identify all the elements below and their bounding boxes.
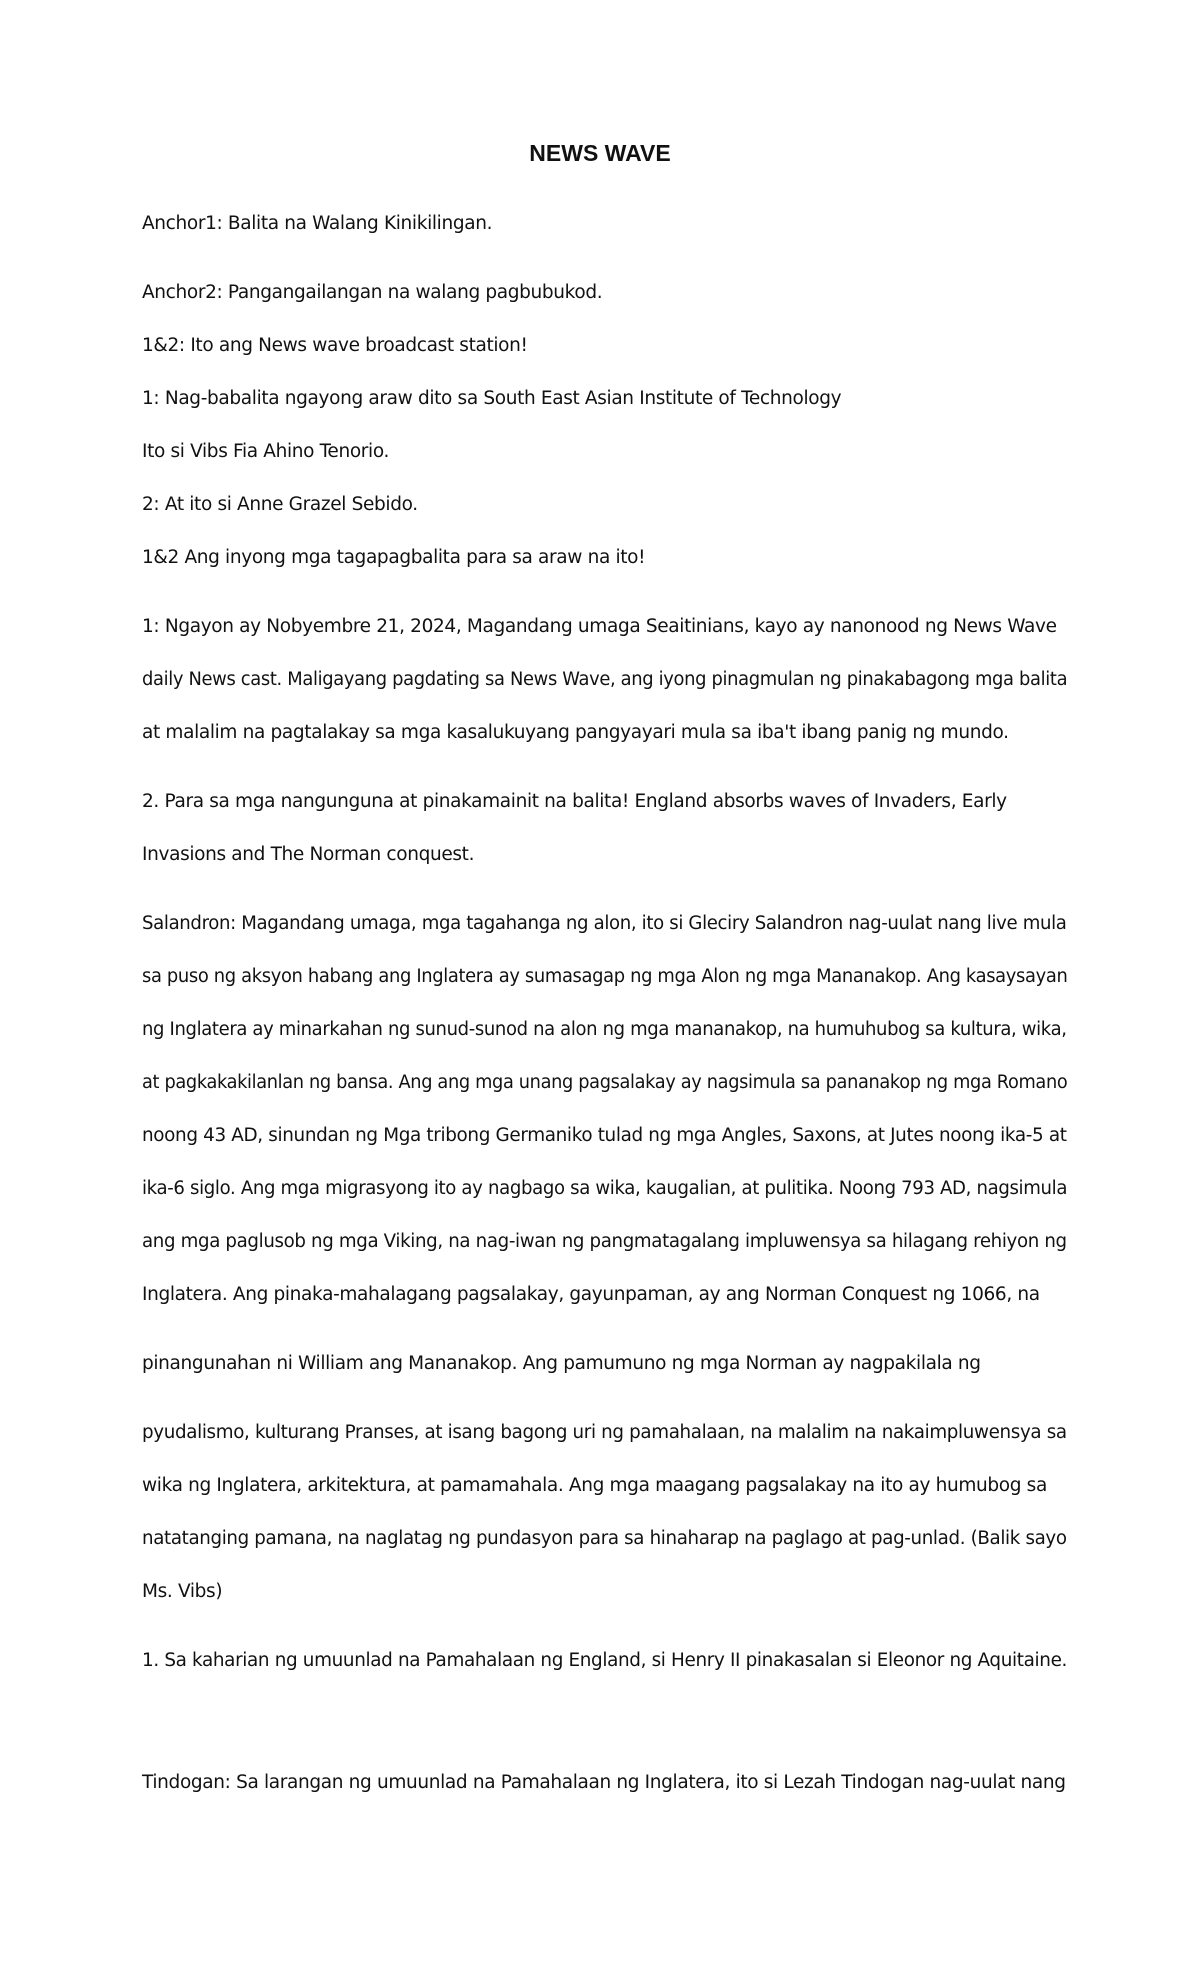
paragraph-line: ang mga paglusob ng mga Viking, na nag-iwan ng pangmatagalang impluwensya sa hilagang rehiyon ng: [142, 1231, 1067, 1252]
paragraph-line: pinangunahan ni William ang Mananakop. Ang pamumuno ng mga Norman ay nagpakilala ng: [142, 1353, 981, 1374]
document-title: NEWS WAVE: [529, 140, 671, 166]
station-intro-line: 1&2: Ito ang News wave broadcast station!: [142, 335, 528, 356]
paragraph-line: at malalim na pagtalakay sa mga kasalukuyang pangyayari mula sa iba't ibang panig ng mundo.: [142, 722, 1009, 743]
paragraph-line: Invasions and The Norman conquest.: [142, 844, 475, 865]
paragraph-line: ng Inglatera ay minarkahan ng sunud-sunod na alon ng mga mananakop, na humuhubog sa kultura, wika,: [142, 1019, 1067, 1040]
anchor2-name-line: 2: At ito si Anne Grazel Sebido.: [142, 494, 418, 515]
paragraph-line: 1: Ngayon ay Nobyembre 21, 2024, Magandang umaga Seaitinians, kayo ay nanonood ng News Wave: [142, 616, 1057, 637]
paragraph-line: Inglatera. Ang pinaka-mahalagang pagsalakay, gayunpaman, ay ang Norman Conquest ng 1066, na: [142, 1284, 1040, 1305]
paragraph-line: 1. Sa kaharian ng umuunlad na Pamahalaan ng England, si Henry II pinakasalan si Eleonor ng Aquitaine.: [142, 1650, 1068, 1671]
paragraph-line: pyudalismo, kulturang Pranses, at isang bagong uri ng pamahalaan, na malalim na nakaimpluwensya sa: [142, 1422, 1067, 1443]
location-line: 1: Nag-babalita ngayong araw dito sa South East Asian Institute of Technology: [142, 388, 842, 409]
anchor1-name-line: Ito si Vibs Fia Ahino Tenorio.: [142, 441, 390, 462]
reporters-line: 1&2 Ang inyong mga tagapagbalita para sa araw na ito!: [142, 547, 646, 568]
paragraph-line: at pagkakakilanlan ng bansa. Ang ang mga unang pagsalakay ay nagsimula sa pananakop ng mga Romano: [142, 1072, 1068, 1093]
paragraph-line: wika ng Inglatera, arkitektura, at pamamahala. Ang mga maagang pagsalakay na ito ay humubog sa: [142, 1475, 1047, 1496]
paragraph-line: natatanging pamana, na naglatag ng pundasyon para sa hinaharap na paglago at pag-unlad. (Balik sayo: [142, 1528, 1067, 1549]
paragraph-line: Ms. Vibs): [142, 1581, 223, 1602]
paragraph-line: 2. Para sa mga nangunguna at pinakamainit na balita! England absorbs waves of Invaders, Early: [142, 791, 1007, 812]
anchor1-line: Anchor1: Balita na Walang Kinikilingan.: [142, 213, 493, 234]
paragraph-line: sa puso ng aksyon habang ang Inglatera ay sumasagap ng mga Alon ng mga Mananakop. Ang kasaysayan: [142, 966, 1068, 987]
paragraph-line: Tindogan: Sa larangan ng umuunlad na Pamahalaan ng Inglatera, ito si Lezah Tindogan nag-uulat nang: [142, 1772, 1066, 1793]
paragraph-line: noong 43 AD, sinundan ng Mga tribong Germaniko tulad ng mga Angles, Saxons, at Jutes noong ika-5 at: [142, 1125, 1067, 1146]
paragraph-line: Salandron: Magandang umaga, mga tagahanga ng alon, ito si Gleciry Salandron nag-uulat nang live mula: [142, 913, 1067, 934]
paragraph-line: ika-6 siglo. Ang mga migrasyong ito ay nagbago sa wika, kaugalian, at pulitika. Noong 793 AD, nagsimula: [142, 1178, 1068, 1199]
anchor2-line: Anchor2: Pangangailangan na walang pagbubukod.: [142, 282, 603, 303]
paragraph-line: daily News cast. Maligayang pagdating sa News Wave, ang iyong pinagmulan ng pinakabagong mga balita: [142, 669, 1068, 690]
